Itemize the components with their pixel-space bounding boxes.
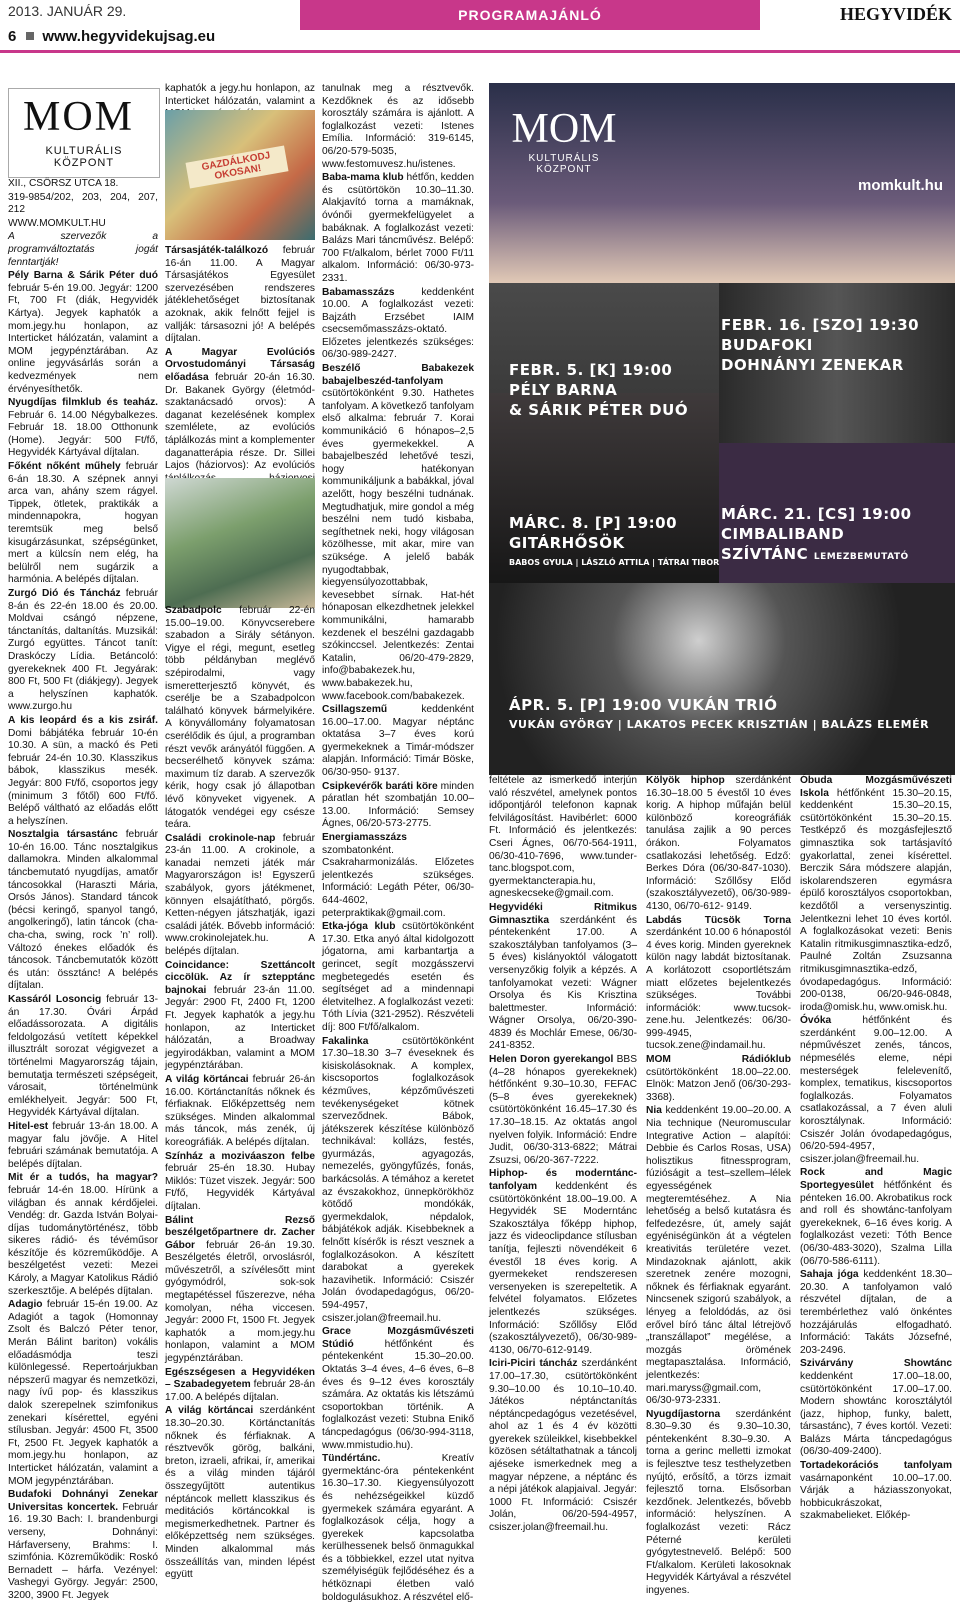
program-title: Szivárvány Showtánc (800, 1358, 952, 1370)
program-title: Színház a moziváaszon felbe (165, 1150, 315, 1162)
program-entry (165, 245, 315, 346)
program-entry (8, 1172, 158, 1298)
mom-advertisement (489, 83, 955, 775)
mom-logo-mark: MOM (23, 94, 135, 140)
program-title: Bálint Rezső beszélgetőpartnere dr. Zacher Gábor (165, 1214, 315, 1251)
program-title: Csillagszemű (322, 704, 388, 716)
program-text: csütörtökönként 17.30–18.30 3–7 éveseknek és kisiskolásoknak. A komplex, kiscsoportos foglalkozások kézműves, képzőművészeti tevékenységeket kötnek szerveződnek. Bábok, játékszerek készítése különböző technikával: kollázs, festés, gyurmázás, agyagozás, nemezelés, gyöngyfűzés, fonás, barkácsolás. A témához a keretet az évszakokhoz, ünnepkörökhöz kötődő mondókák, gyermekdalok, népdalok, bábjátékok adják. Kisebbeknek a felnőtt kísérők is részt vesznek a foglalkozásokon. A készített darabokat a gyerekek hazavihetik. Információ: Csiszér Jolán óvodapedagógus, 06/20-594-4957, csiszer.jolan@freemail.hu. (322, 1035, 474, 1324)
program-entry (8, 829, 158, 993)
program-title: Zurgó Dió és Táncház (8, 588, 121, 599)
program-entry (165, 1151, 315, 1214)
program-entry (489, 775, 637, 901)
program-text: feltétele az ismerkedő interjún való részvétel, amelynek pontos időpontjáról telefonon kapnak felvilágosítást. Havibérlet: 6000 Ft. Információ és jelentkezés: Cseri Ágnes, 06/70-564-1911, 06/30-410-7696, www.tunder-tanc.blogspot.com, gyermektancterapia.hu, agneskecseke@gmail.com. (489, 775, 637, 900)
section-title: PROGRAMAJÁNLÓ (300, 0, 760, 30)
program-text: keddenként 10.00. A foglalkozást vezeti: Bajzáth Erzsébet IAIM csecsemőmasszázs-oktató. Előzetes jelentkezés szükséges: 06/30-989-2427. (322, 286, 474, 361)
program-text: hétfőnként és szerdánként 9.00–12.00. A népművészet zenés, táncos, népmesélés eleme, népi mesterségek felelevenítő, komplex, tematikus, kiscsoportos foglalkozás. Folyamatos csatlakozással, a 7 éven aluli korosztálynak. Információ: Csiszér Jolán óvodapedagógus, 06/20-594-4957, csiszer.jolan@freemail.hu. (800, 1015, 952, 1165)
program-entry (489, 1358, 637, 1534)
program-title: Nyugdíjastorna (646, 1408, 721, 1420)
program-text: tanulnak meg a résztvevők. Kezdőknek és az idősebb korosztály számára is ajánlott. A foglalkozást vezeti: Istenes Emília. Információ: 319-6145, 06/20-579-5035, www.festomuvesz.hu/istenes. (322, 83, 474, 170)
program-text: február 26-án 19.30. Beszélgetés életről, orvoslásról, művészetről, a szívélesőtt mint gyógymódról, sok-sok megtapétéssel fűszerezve, néha komolyan, néha viccesen. Jegyár: 2000 Ft, 1500 Ft. Jegyek kaphatók a mom.jegy.hu honlapon, valamint a MOM jegypénztárában. (165, 1239, 315, 1365)
program-entry (165, 833, 315, 959)
ad-event-3 (509, 513, 719, 573)
program-title: Kölyök hiphop (646, 775, 725, 786)
program-entry (322, 1326, 474, 1452)
program-text: hétfőnként 15.30–20.15, keddenként 15.30–20.15, csütörtökönként 15.30–20.15. Testképző és mozgásfejlesztő gimnasztika sok tartásjavító gyakorlattal, zenei kísérettel. Berczik Sára módszere alapján, iskolarendszeren egymásra épülő korosztályos csoportokban, kezdőtől a versenyszintig. Jelentkezni lehet 10 éves kortól. A foglalkozásokat vezeti: Benis Katalin ritmikusgimnasztika-edző, Paulné Zoltán Zsuzsanna ritmikusgimnasztika-edző, óvodapedagógus. Információ: 200-0138, 06/20-946-0848, iroda@omisk.hu, www.omisk.hu. (800, 787, 952, 1013)
program-title: A világ körtáncai (165, 1405, 254, 1417)
program-text: Kreatív gyermektánc-óra péntekenként 16.30–17.30. Kiegyensúlyozott és nehézségeikkel küzdő gyermekek számára egyaránt. A foglalkozások célja, hogy a gyerekek kapcsolatba kerülhessenek belső önmagukkal és a többiekkel, ezzel utat nyitva személyiségük fejlődéséhez és a hétköznapi életben való boldogulásukhoz. A részvétel elő- (322, 1453, 474, 1603)
issue-date: 2013. JANUÁR 29. (8, 3, 127, 19)
program-text: február 23-án 11.00. A crokinole, a kanadai nemzeti játék már Magyarországon is! Egyszerű szabályok, gyors játékmenet, könnyen elsajátítható, pörgős. Ketten-négyen játszhatják, igazi családi játék. Bővebb információ: www.crokinolejatek.hu. A belépés díjtalan. (165, 832, 315, 958)
program-text: szerdánként 8.30–9.30 és 9.30–10.30, péntekenként 8.30–9.30. A torna a gerinc melletti izmokat is fejlesztve tesz testhelyzetben nyújtó, erősítő, a törzs izmait fejlesztő torna. Elsősorban kezdőnek. Jelentkezés, bővebb információ: helyszínen. A foglalkozást vezeti: Rácz Péterné kerületi gyógytestnevelő. Belépő: 500 Ft/alkalom. Kerületi lakosoknak Hegyvidék Kártyával a részvétel ingyenes. (646, 1408, 791, 1596)
program-text: február 13-án 17.30. Óvári Árpád előadássorozata. A digitális feldolgozású vetített képekkel illusztrált sorozat végigvezet a történelmi Magyarország tájain, bemutatja természeti szépségeit, városait, történelmünk emlékhelyeit. Jegyár: 500 Ft, Hegyvidék Kártyával díjtalan. (8, 994, 158, 1119)
ad-event-5 (509, 695, 929, 735)
ad-event-4-line2: SZÍVTÁNC (721, 545, 809, 563)
program-entry (800, 775, 952, 1014)
program-text: február 6-án 18.30. A szépnek annyi arca van, ahány szem rágyel. Tippek, ötletek, praktikák a mindennapokra, hogyan teremtsük meg belső kisugárzásunkat, szépségünket, mert a külcsín nem elég, ha belülről nem sugárzik a harmónia. A belépés díjtalan. (8, 461, 158, 586)
ad-event-5-line1: ÁPR. 5. [P] 19:00 VUKÁN TRIÓ (509, 696, 778, 714)
program-entry (646, 1105, 791, 1407)
program-title: A világ körtáncai (165, 1073, 249, 1085)
program-entry (322, 921, 474, 1034)
mom-note-text: A szervezők a programváltoztatás jogát fenntartják! (8, 231, 158, 268)
program-text: csütörtökönként 9.30. Hathetes tanfolyam. A következő tanfolyam első alkalma: február 7. Korai kommunikáció 6 hónapos–2,5 éves gyermekekkel. A babajelbeszéd lehetővé teszi, hogy hatékonyan kommunikáljunk a babákkal, jóval azelőtt, hogy beszélni tudnának. Megtudhatjuk, mire gondol a még beszélni nem tudó kisbaba, segíthetnek neki, hogy világosan közölhesse, mit akar, mire van szüksége. A jelelő babák nyugodtabbak, kiegyensúlyozottabbak, kevesebbet sírnak. Hat-hét hónaposan elkezdhetnek jelekkel kommunikálni, hamarabb kezdenek el beszélni gazdagabb szókinccsel. Jelentkezés: Zentai Katalin, 06/20-479-2829, info@babakezek.hu, www.babakezek.hu, www.facebook.com/babakezek. (322, 388, 474, 702)
program-title: Rock and Magic Sportegyesület (800, 1167, 952, 1191)
program-text: február 5-én 19.00. Jegyár: 1200 Ft, 700 Ft (diák, Hegyvidék Kártya). Jegyek kaphatók a mom.jegy.hu honlapon, az Interticket hálózatán, valamint a MOM jegypénztárában. Az online jegyvásárlás során a kedvezmények nem érvényesíthetők. (8, 282, 158, 395)
program-title: Hiphop- és moderntánc-tanfolyam (489, 1168, 637, 1192)
program-text: február 15-én 19.00. Az Adagiót a tagok (Homonnay Zsolt és Balczó Péter tenor, Merán Bálint bariton) vokális előadásmódja teszi különlegessé. Repertoárjukban népszerű magyar és nemzetközi, nagy ívű pop- és klasszikus dalok szerepelnek szimfonikus zenekari kísérettel, egyéni stílusban. Jegyár: 4500 Ft, 3500 Ft, 2500 Ft. Jegyek kaphatók a mom.jegy.hu honlapon, az Interticket hálózatán, valamint a MOM jegypénztárában. (8, 1299, 158, 1487)
program-title: Óbuda Mozgásművészeti Iskola (800, 775, 952, 799)
program-entry (8, 270, 158, 396)
ad-event-1-date: FEBR. 5. [K] 19:00 (509, 361, 673, 379)
program-text: csütörtökönként 17.30. Etka anyó által kidolgozott jógatorna, ami karbantartja a gerincet, segít mozgásszervi megbetegedés esetén és segítséget ad a mindennapi életvitelhez. A foglalkozást vezeti: Tóth Lívia (321-2952). Részvételi díj: 800 Ft/fő/alkalom. (322, 921, 474, 1033)
program-entry (8, 588, 158, 714)
ad-event-2-line2: DOHNÁNYI ZENEKAR (721, 356, 904, 374)
program-text: február 26-án 16.00. Körtánctanítás nőknek és férfiaknak. Előképzettség nem szükséges. Minden alkalommal más táncok, más zenék, új koreográfiák. A belépés díjtalan. (165, 1073, 315, 1148)
page-number-line (8, 28, 215, 45)
program-text: Február 16. 19.30 Bach: I. brandenburgi verseny, Dohnányi: Hárfaverseny, Brahms: I. szimfónia. Közreműködik: Roskó Bernadett – hárfa. Vezényel: Vashegyi György. Jegyár: 2500, 3200, 3900 Ft. Jegyek (8, 1501, 158, 1601)
program-text: BBS (4–28 hónapos gyerekeknek) hétfőnként 9.30–10.30, FEFAC (5–8 éves gyerekeknek) csütörtökönként 16.45–17.30 és 17.30–18.15. Az oktatás angol nyelven folyik. Információ: Endre Judit, 06/30-313-6822; Mátrai Zsuzsi, 06/20-367-7222. (489, 1054, 637, 1166)
program-entry (8, 994, 158, 1120)
program-title: Beszélő Babakezek babajelbeszéd-tanfolyam (322, 363, 474, 387)
column-2-bottom (165, 605, 315, 1583)
program-entry (322, 1453, 474, 1604)
program-title: Családi crokinole-nap (165, 832, 276, 844)
board-game-photo (165, 110, 315, 240)
mom-logo-sub2: KÖZPONT (53, 157, 115, 169)
program-text: keddenként 18.30–20.30. A tanfolyamon való részvétel díjtalan, de a terembérlethez való önkéntes hozzájárulás elfogadható. Információ: Takáts Józsefné, 203-2496. (800, 1269, 952, 1356)
program-text: keddenként 17.00–18.00, csütörtökönként 17.00–17.00. Modern showtánc korosztálytól (jazz, hiphop, funky, balett, társastánc), 7 éves kortól. Vezeti: Balázs Márta táncpedagógus (06/30-409-2400). (800, 1370, 952, 1458)
program-title: Helen Doron gyerekangol (489, 1054, 614, 1066)
program-entry (322, 1036, 474, 1326)
mom-logo (8, 88, 160, 178)
program-title: Baba-mama klub (322, 172, 404, 184)
program-title: Szabadpolc (165, 605, 222, 616)
program-title: Mit ér a tudós, ha magyar? (8, 1172, 158, 1184)
program-entry (165, 1074, 315, 1150)
ad-site[interactable]: momkult.hu (858, 177, 943, 194)
program-title: Csipkevérők baráti köre (322, 780, 438, 792)
board-game-title: GAZDÁLKODJ OKOSAN! (186, 146, 289, 189)
ad-event-1-line1: PÉLY BARNA (509, 381, 618, 399)
program-title: Sahaja jóga (800, 1269, 859, 1281)
program-title: Iciri-Piciri táncház (489, 1358, 578, 1370)
program-entry (489, 902, 637, 1053)
program-title: Coincidance: Szettáncolt ciccölük. Az ír sztepptánc bajnokai (165, 959, 315, 996)
program-text: február 23-án 11.00. Jegyár: 2900 Ft, 2400 Ft, 1200 Ft. Jegyek kaphatók a jegy.hu honlapon, az Interticket hálózatán, a Broadway jegyirodákban, valamint a MOM jegypénztárában. (165, 984, 315, 1072)
header-rule (0, 50, 960, 53)
mom-phones: 319-9854/202, 203, 204, 207, 212 (8, 191, 158, 216)
program-entry (800, 1358, 952, 1459)
program-title: Egészségesen a Hegyvidéken – Szabadegyetem (165, 1366, 315, 1391)
program-entry (8, 715, 158, 828)
program-title: Energiamasszázs (322, 832, 407, 844)
mom-logo-subtitle (9, 145, 159, 169)
program-text: Február 6. 14.00 Négybalkezes. Február 18. 18.00 Otthonunk (Home). Jegyár: 500 Ft/fő, Hegyvidék Kártyával díjtalan. (8, 409, 158, 459)
program-entry (165, 1215, 315, 1366)
program-entry (322, 287, 474, 363)
program-title: Nyugdíjas filmklub és teaház. (8, 397, 158, 409)
square-bullet-icon (26, 32, 34, 40)
program-entry (646, 915, 791, 1054)
program-text: február 20-án 16.30. Dr. Bakanek György (életmód-szaktanácsadó orvos): A daganat kezelésének komplex szemlélete, az evolúciós táplálkozás mint a komplementer daganatterápia része. Dr. Sillei Lajos (háziorvos): Az evolúciós (165, 371, 315, 472)
program-title: Babamasszázs (322, 286, 395, 298)
program-text: február 16-án 11.00. A Magyar Társasjátékos Egyesület szervezésében rendszeres játéklehetőséget biztosítanak azoknak, akik felnőtt fejjel is vallják: társasozni jó! A belépés díjtalan. (165, 245, 315, 345)
ad-event-3-line1: GITÁRHŐSÖK (509, 534, 625, 552)
program-text: február 22-én 15.00–19.00. Könyvcserebere szabadon a Sirály sétányon. Vigye el régi, megunt, esetleg több példányban meglévő szépirodalmi, vagy ismeretterjesztő könyvét, és cserélje be a Szabadpolcon található könyvek bármelyikére. A könyvállomány folyamatosan cserélődik és újul, a programban részt vevők arányától függően. A becserélhető könyvek száma: maximum tíz darab. A szervezők kérik, hogy csak jó állapotban lévő könyveket vigyenek. A látogatók vendégei egy csésze teára. (165, 605, 315, 831)
program-entry (646, 1409, 791, 1598)
program-text: szerdánként 18.30–20.30. Körtánctanítás nőknek és férfiaknak. A résztvevők görög, balkáni, breton, izraeli, afrikai, ír, amerikai és a világ minden tájáról összegyűjtött autentikus néptáncok mellett klasszikus és meditációs körtáncokkal is megismerkedhetnek. Partner és előképzettség nem szükséges. Minden alkalommal más összeállítás van, minden lépést együtt (165, 1405, 315, 1581)
program-entry (800, 1015, 952, 1166)
program-text: szerdánként 10.00 6 hónapostól 4 éves korig. Minden gyereknek külön nagy labdát biztosítanak. A korlátozott csoportlétszám miatt előzetes bejelentkezés szükséges. További információk: www.tucsok-zene.hu. Jelentkezés: 06/30-999-4945, tucsok.zene@indamail.hu. (646, 927, 791, 1052)
program-text: február 13-án 18.00. A magyar falu jövője. A Hitel februári számának bemutatója. A belépés díjtalan. (8, 1120, 158, 1170)
program-entry (165, 1367, 315, 1405)
program-text: hétfőnként és pénteken 16.00. Akrobatikus rock and roll és showtánc-tanfolyam gyerekeknek, 6–16 éves korig. A foglalkozást vezeti: Tóth Bence (06/30-483-3020), Szalma Lilla (06/70-586-6111). (800, 1180, 952, 1267)
program-title: A Magyar Evolúciós Orvostudományi Társaság előadása (165, 346, 315, 383)
ad-event-1-line2: & SÁRIK PÉTER DUÓ (509, 401, 689, 419)
page-header (0, 0, 960, 30)
program-text: február 8-án és 22-én 18.00 és 20.00. Moldvai csángó népzene, tánctanítás, daltanítás. Muzsikál: Zurgó együttes. Táncot tanít: Draskóczy Lídia. Betáncoló: gyerekeknek 400 Ft. Jegyárak: 800 Ft, 500 Ft (diákjegy). Jegyek a helyszínen kaphatók. www.zurgo.hu (8, 588, 158, 713)
program-entry (322, 832, 474, 920)
program-title: Tündértánc. (322, 1453, 381, 1465)
program-title: Grace Mozgásművészeti Stúdió (322, 1326, 474, 1350)
ad-event-4-sub: LEMEZBEMUTATÓ (813, 552, 909, 562)
program-title: MOM Rádióklub (646, 1054, 791, 1066)
mom-web[interactable]: WWW.MOMKULT.HU (8, 217, 106, 229)
column-a (489, 775, 637, 1536)
program-entry (800, 1167, 952, 1268)
program-text: keddenként 16.00–17.00. Magyar néptánc oktatása 3–7 éves korú gyermekeknek a Timár-módszer alapján. Információ: Timár Böske, 06/30-950- 9137. (322, 704, 474, 779)
program-text: szerdánként 17.00–17.30, csütörtökönként 9.30–10.00 és 10.10–10.40. Játékos néptánctanítás néptáncpedagógus vezetésével, ahol az 1 és 4 év közötti gyerekek szüleikkel, kisebbekkel közösen sétáltathatnak a táncolj ajéseke ismerkednek meg a magyar népzene, a néptánc és a népi játékok alapjaival. Jegyár: 1000 Ft. Információ: Csiszér Jolán, 06/20-594-4957, csiszer.jolan@freemail.hu. (489, 1358, 637, 1534)
program-title: Etka-jóga klub (322, 921, 396, 933)
program-title: Hegyvidéki Ritmikus Gimnasztika (489, 901, 637, 926)
program-entry (165, 960, 315, 1073)
program-title: Nia (646, 1105, 662, 1117)
ad-event-2-date: FEBR. 16. [SZO] 19:30 (721, 316, 920, 334)
program-entry (800, 1269, 952, 1357)
program-entry (489, 1168, 637, 1357)
program-title: Budafoki Dohnányi Zenekar Universitas koncertek. (8, 1489, 158, 1513)
ad-event-4-date: MÁRC. 21. [CS] 19:00 (721, 505, 912, 523)
column-c (800, 775, 952, 1524)
program-text: február 14-én 18.00. Hírünk a világban és annak kérdőjelei. Vendég: dr. Gazda István Bolyai-díjas tudománytörténész, több sikeres rádió- és tévéműsor készítője és közreműködője. A beszélgetést vezeti: Mezei Károly, a Magyar Katolikus Rádió szerkesztője. A belépés díjtalan. (8, 1184, 158, 1297)
program-text: keddenként 19.00–20.00. A Nia technique (Neuromuscular Integrative Action – alapítói: Debbie és Carlos Rosas, USA) holisztikus fitnessprogram, fúzióságit a test–szellem–lélek egyességének megteremtéséhez. A Nia lehetőség a belső kutatásra és felfedezésre, út, amely saját egyéniségünkön át a végtelen kreativitás területére vezet. Mindazoknak ajánlott, akik szeretnek zenére mozogni, nőknek és férfiaknak egyaránt. Nincsenek szigorú szabályok, a lényeg a feloldódás, az ösi erővel bíró tánc által létrejövő „transzállapot” megélése, a mozgás örömének megtapasztalása. Információ, jelentkezés: mari.maryss@gmail.com, 06/30-973-2331. (646, 1105, 791, 1407)
program-title: Fakalinka (322, 1035, 369, 1047)
program-title: Nosztalgia társastánc (8, 829, 118, 841)
col2-continuation: kaphatók a jegy.hu honlapon, az Interticket hálózatán, valamint a (165, 83, 315, 107)
program-entry (800, 1460, 952, 1523)
program-entry (8, 1299, 158, 1488)
column-b (646, 775, 791, 1599)
program-text: hétfőn, kedden és csütörtökön 10.30–11.30. Alakjavító torna a mamáknak, óvónői gyermekfelügyelet a babáknak. A foglalkozást vezeti: Balázs Mari táncművész. Belépő: 700 Ft/alkalom, bérlet 7000 Ft/11 alkalom. Információ: 06/30-973-2331. (322, 172, 474, 284)
site-url[interactable]: www.hegyvidekujsag.eu (42, 28, 216, 45)
program-entry (8, 397, 158, 460)
mom-logo-sub1: KULTURÁLIS (45, 145, 123, 157)
program-text: hétfőnként és péntekenként 15.30–20.00. Oktatás 3–4 éves, 4–6 éves, 6–8 éves és 9–12 éves korosztály számára. Az oktatás kis létszámú csoportokban történik. A foglalkozást vezeti: Stubna Enikő táncpedagógus (06/30-994-3118, www.mmistudio.hu). (322, 1338, 474, 1451)
ad-logo-subtitle: KULTURÁLIS KÖZPONT (528, 153, 600, 175)
program-text: szombatonként. Csakraharmonizálás. Előzetes jelentkezés szükséges. Információ: Legáth Péter, 06/30-644-4602, peterpraktikak@gmail.com. (322, 844, 474, 919)
program-entry (322, 363, 474, 703)
ad-logo-mark: MOM (511, 106, 617, 152)
program-entry (322, 704, 474, 780)
ad-logo (499, 105, 629, 215)
ad-event-2-line1: BUDAFOKI (721, 336, 813, 354)
program-entry (322, 781, 474, 831)
program-title: Labdás Tücsök Torna (646, 914, 791, 926)
program-title: A kis leopárd és a kis zsiráf. (8, 714, 158, 726)
program-entry (165, 1405, 315, 1581)
program-title: Kassáról Losoncig (8, 994, 102, 1005)
program-title: Óvóka (800, 1015, 832, 1027)
mom-note (8, 231, 158, 269)
ad-event-1 (509, 360, 688, 420)
page-number: 6 (8, 28, 17, 45)
program-text: február 25-én 18.30. Hubay Miklós: Tüzet viszek. Jegyár: 500 Ft/fő, Hegyvidék Kártyával díjtalan. (165, 1163, 315, 1212)
program-text: keddenként és csütörtökönként 18.00–19.00. A Hegyvidék SE Moderntánc Szakosztálya főképp hiphop, jazz és videoclipdance stílusban tanítja, fejleszti növendékeit 6 évestől 18 éves korig. A gyermekeket rendszeresen versenyeken is szerepeltetik. A felvétel folyamatos. Előzetes jelentkezés szükséges. Információ: Szőllősy Előd (szakosztályvezető), 06/30-989-4130, 06/70-612-9149. (489, 1181, 637, 1356)
program-text: Domi bábjátéka február 10-én 10.30. A sün, a mackó és Peti február 24-én 10.30. Klasszikus bábok, klasszikus mesék. Jegyár: 800 Ft/fő, csoportos jegy (minimum 3 főtől) 600 Ft/fő. Belépő váltható az előadás előtt a helyszínen. (8, 727, 158, 827)
program-text: szerdánként és péntekenként 17.00. A szakosztályban tanfolyamos (3–5 éves) kislányoktól válogatott versenyzőkig folyik a képzés. A tanfolyamokat vezeti: Wágner Orsolya és Kis Krisztina balettmester. Információ: Wágner Orsolya, 06/20-390-4839 és Mochlár Emese, 06/30-241-8352. (489, 914, 637, 1052)
program-entry (322, 172, 474, 285)
program-entry (489, 1054, 637, 1167)
ad-event-3-date: MÁRC. 8. [P] 19:00 (509, 514, 678, 532)
program-entry (8, 1121, 158, 1171)
column-3 (322, 83, 474, 1605)
program-title: Társasjáték-találkozó (165, 245, 269, 256)
ad-event-5-sub: VUKÁN GYÖRGY | LAKATOS PECEK KRISZTIÁN | BALÁZS ELEMÉR (509, 718, 930, 731)
brand-name: HEGYVIDÉK (839, 4, 952, 24)
program-entry (8, 1489, 158, 1602)
program-entry (322, 83, 474, 171)
ad-event-2 (721, 315, 919, 375)
program-text: minden páratlan hét szombatján 10.00–13.00. Információ: Semsey Ágnes, 06/20-573-2775. (322, 780, 474, 830)
program-text: vasárnaponként 10.00–17.00. Várják a háziasszonyokat, hobbicukrászokat, szakmabelieket. Előkép- (800, 1472, 952, 1522)
program-text: szerdánként 16.30–18.00 5 évestől 10 éves korig. A hiphop műfaján belül különböző koreográfiák tanulása zajlik a 90 perces órákon. Folyamatos csatlakozási lehetőség. Edző: Berkes Dóra (06/30-847-1030). Információ: Szőllősy Előd (szakosztályvezető), 06/30-989-4130, 06/70-612- 9149. (646, 775, 791, 912)
program-title: Tortadekorációs tanfolyam (800, 1460, 952, 1472)
column-1 (8, 178, 158, 1604)
program-entry (8, 461, 158, 587)
ad-event-4-line1: CIMBALIBAND (721, 525, 845, 543)
program-entry (646, 775, 791, 914)
program-text: február 10-én 16.00. Tánc nosztalgikus dallamokra. Minden alkalommal táncbemutató nyugdíjas, amatőr táncosokkal (Haraszti Mária, Orsós János). Standard táncok (bécsi keringő, spanyol tangó, angolkeringő), latin táncok (cha-cha-cha, swing, rock ’n’ roll). Változó énekes előadók és táncosok. Táncbemutatók között és után: össztánc! A belépés díjtalan. (8, 829, 159, 992)
mom-address: XII., CSÖRSZ UTCA 18. (8, 178, 119, 189)
ad-event-3-sub: BABOS GYULA | LÁSZLÓ ATTILA | TÁTRAI TIBOR (509, 558, 720, 567)
program-entry (165, 605, 315, 832)
program-text: február 28-án 17.00. A belépés díjtalan. (165, 1379, 316, 1403)
program-text: csütörtökönként 18.00–22.00. Elnök: Matzon Jenő (06/30-293-3368). (646, 1066, 791, 1103)
program-title: Főként nőként műhely (8, 461, 121, 473)
program-title: Pély Barna & Sárik Péter duó (8, 270, 158, 282)
ad-event-4 (721, 504, 912, 567)
ad-photo-pianist (489, 583, 955, 775)
program-entry (646, 1054, 791, 1104)
program-title: Hitel-est (8, 1120, 49, 1132)
program-title: Adagio (8, 1299, 43, 1311)
bookshelf-photo (165, 478, 315, 608)
